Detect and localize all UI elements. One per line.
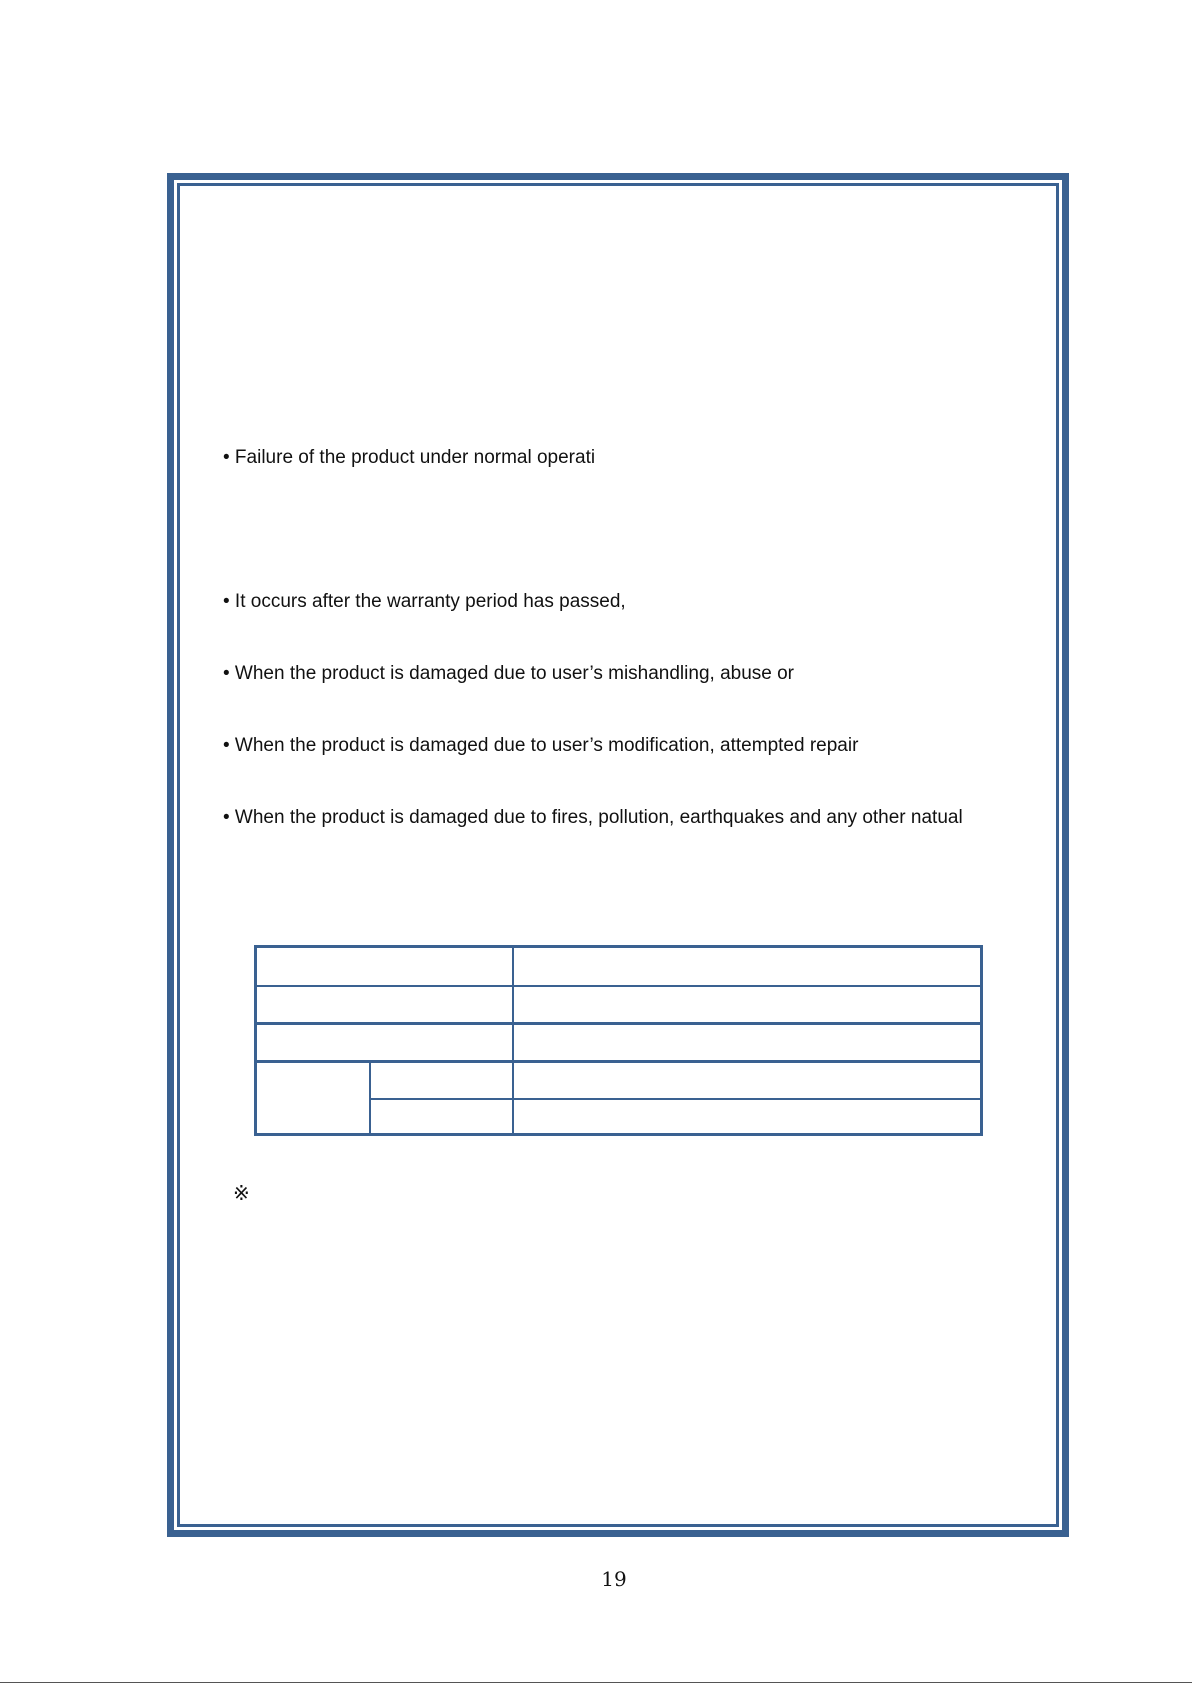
bullet-natural-disaster-damage: • When the product is damaged due to fires, pollution, earthquakes and any other natual	[223, 807, 963, 828]
table-cell	[257, 948, 512, 985]
bullet-warranty-expired: • It occurs after the warranty period has passed,	[223, 591, 626, 612]
page-border-inner	[177, 183, 1059, 1527]
table-cell	[514, 987, 980, 1022]
table-cell	[371, 1063, 512, 1098]
page-bottom-edge	[0, 1682, 1192, 1683]
page-number: 19	[601, 1567, 627, 1591]
table-cell	[257, 1025, 512, 1060]
table-cell	[371, 1100, 512, 1133]
table-cell	[514, 948, 980, 985]
bullet-normal-operation-failure: • Failure of the product under normal operati	[223, 447, 596, 468]
table-cell	[514, 1100, 980, 1133]
bullet-mishandling-damage: • When the product is damaged due to user’s mishandling, abuse or	[223, 663, 795, 684]
warranty-info-table	[254, 945, 983, 1136]
bullet-modification-damage: • When the product is damaged due to user’s modification, attempted repair	[223, 735, 859, 756]
table-cell	[257, 987, 512, 1022]
reference-mark: ※	[233, 1181, 250, 1205]
table-cell	[514, 1063, 980, 1098]
table-cell	[514, 1025, 980, 1060]
table-cell-merged	[257, 1063, 369, 1133]
